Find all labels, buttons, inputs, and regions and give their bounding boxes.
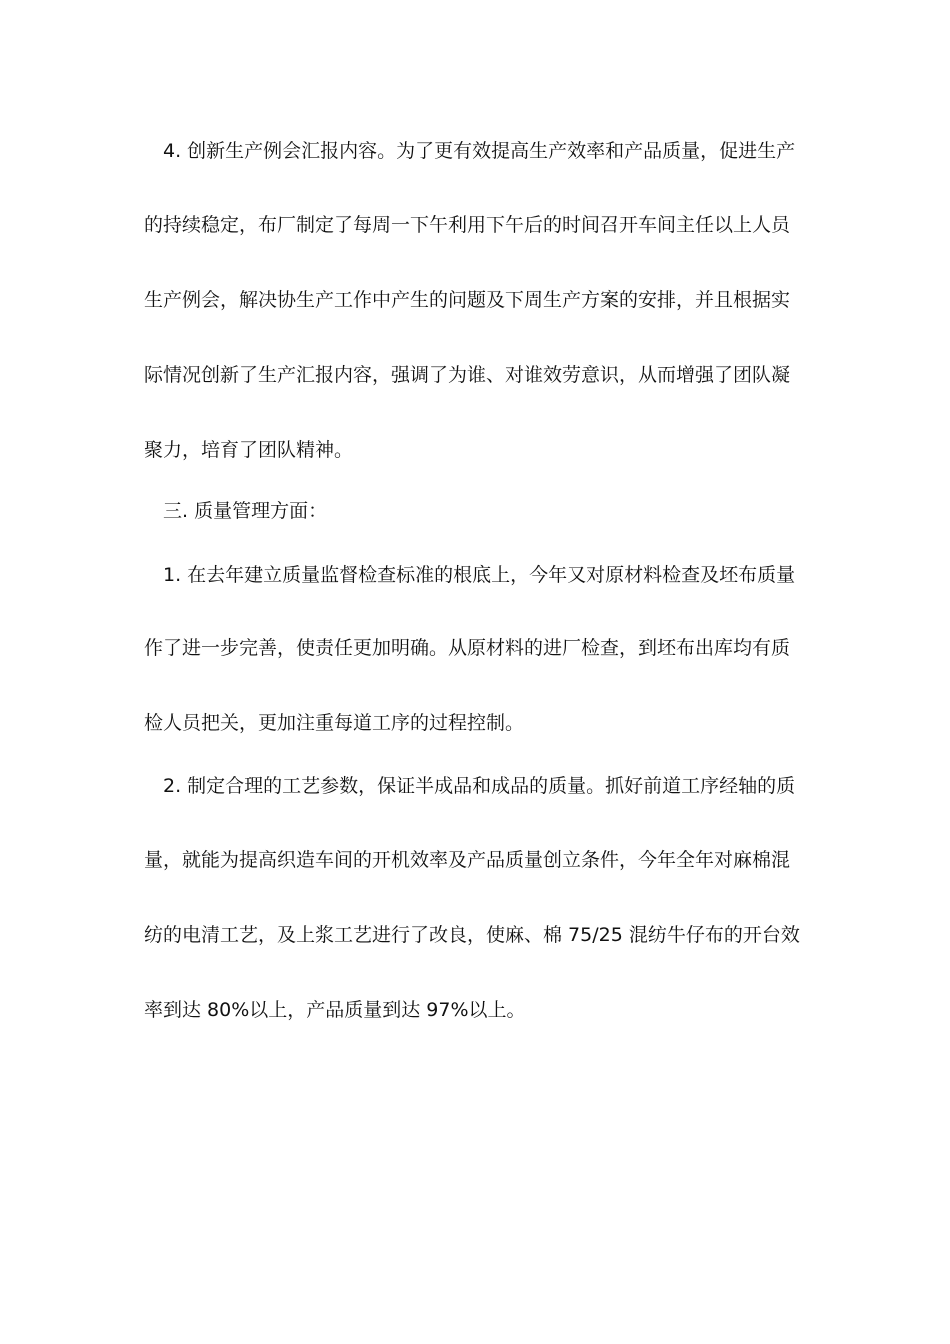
paragraph-4-line-3: 生产例会，解决协生产工作中产生的问题及下周生产方案的安排，并且根据实 <box>144 289 791 311</box>
paragraph-2-line-2: 量，就能为提高织造车间的开机效率及产品质量创立条件，今年全年对麻棉混 <box>144 849 791 871</box>
paragraph-2-line-4: 率到达 80%以上，产品质量到达 97%以上。 <box>144 999 526 1021</box>
paragraph-1-line-3: 检人员把关，更加注重每道工序的过程控制。 <box>144 712 525 734</box>
paragraph-1-line-2: 作了进一步完善，使责任更加明确。从原材料的进厂检查，到坯布出库均有质 <box>144 637 791 659</box>
paragraph-4-line-1: 4. 创新生产例会汇报内容。为了更有效提高生产效率和产品质量，促进生产 <box>163 140 796 162</box>
paragraph-2-line-1: 2. 制定合理的工艺参数，保证半成品和成品的质量。抓好前道工序经轴的质 <box>163 775 796 797</box>
paragraph-4-line-4: 际情况创新了生产汇报内容，强调了为谁、对谁效劳意识，从而增强了团队凝 <box>144 364 791 386</box>
paragraph-2-line-3: 纺的电清工艺，及上浆工艺进行了改良，使麻、棉 75/25 混纺牛仔布的开台效 <box>144 924 800 946</box>
paragraph-4-line-5: 聚力，培育了团队精神。 <box>144 439 354 461</box>
paragraph-1-line-1: 1. 在去年建立质量监督检查标准的根底上，今年又对原材料检查及坯布质量 <box>163 564 796 586</box>
section-heading-quality: 三. 质量管理方面： <box>163 500 328 522</box>
paragraph-4-line-2: 的持续稳定，布厂制定了每周一下午利用下午后的时间召开车间主任以上人员 <box>144 214 791 236</box>
